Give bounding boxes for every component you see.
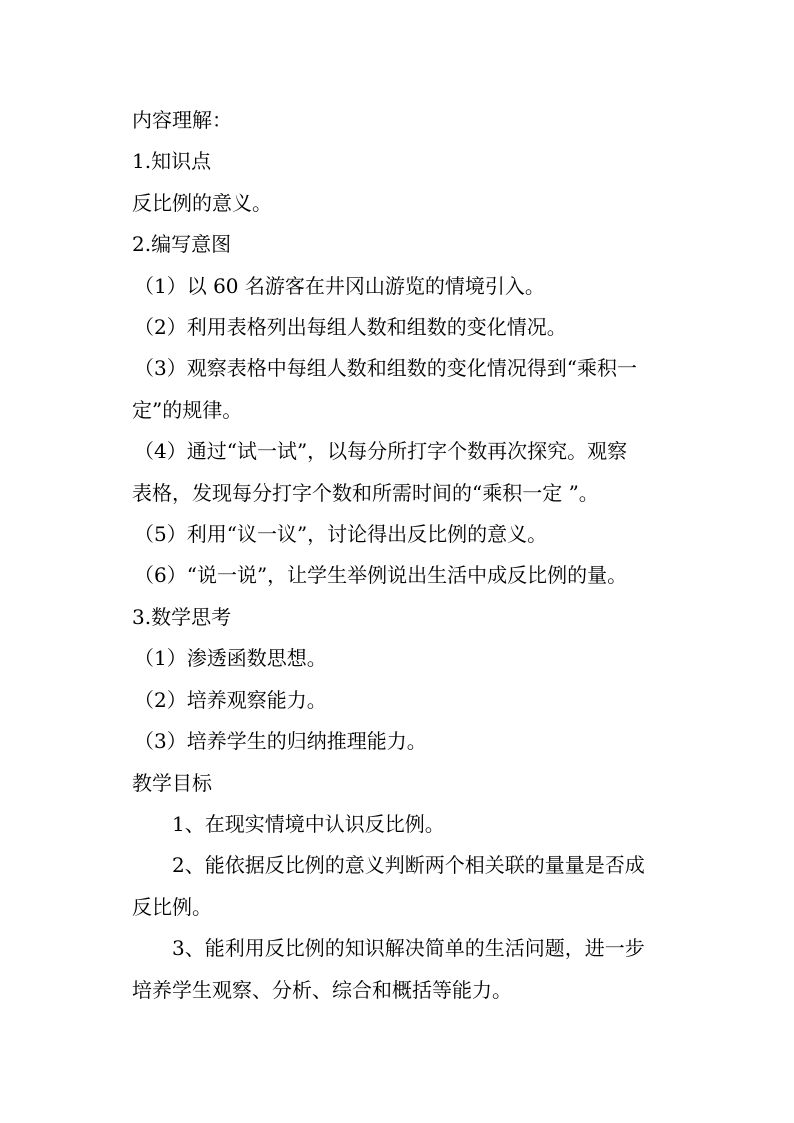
list-item: （5）利用“议一议”，讨论得出反比例的意义。 <box>134 522 548 547</box>
list-item: （3）观察表格中每组人数和组数的变化情况得到“乘积一 <box>134 356 637 381</box>
subheading-math-thinking: 3.数学思考 <box>132 604 232 629</box>
goal-item: 1、在现实情境中认识反比例。 <box>172 811 445 836</box>
goal-item-continuation: 培养学生观察、分析、综合和概括等能力。 <box>132 977 512 1002</box>
subheading-writing-intent: 2.编写意图 <box>132 232 232 257</box>
list-item-continuation: 表格，发现每分打字个数和所需时间的“乘积一定 ”。 <box>132 480 599 505</box>
list-item: （4）通过“试一试”，以每分所打字个数再次探究。观察 <box>134 439 628 464</box>
goal-item: 2、能依据反比例的意义判断两个相关联的量量是否成 <box>172 853 645 878</box>
list-item-continuation: 定”的规律。 <box>132 397 243 422</box>
list-item: （3）培养学生的归纳推理能力。 <box>134 729 427 754</box>
goal-item-continuation: 反比例。 <box>132 894 212 919</box>
list-item: （2）利用表格列出每组人数和组数的变化情况。 <box>134 315 567 340</box>
document-page <box>132 100 677 1011</box>
section-heading-content-understanding: 内容理解： <box>132 108 232 132</box>
body-text: 反比例的意义。 <box>132 190 272 215</box>
section-heading-teaching-goals: 教学目标 <box>132 770 212 795</box>
goal-item: 3、能利用反比例的知识解决简单的生活问题，进一步 <box>172 936 645 961</box>
list-item: （6）“说一说”，让学生举例说出生活中成反比例的量。 <box>134 563 628 588</box>
subheading-knowledge-point: 1.知识点 <box>132 149 212 174</box>
list-item: （1）以 60 名游客在井冈山游览的情境引入。 <box>134 273 545 298</box>
list-item: （2）培养观察能力。 <box>134 687 327 712</box>
list-item: （1）渗透函数思想。 <box>134 646 327 671</box>
